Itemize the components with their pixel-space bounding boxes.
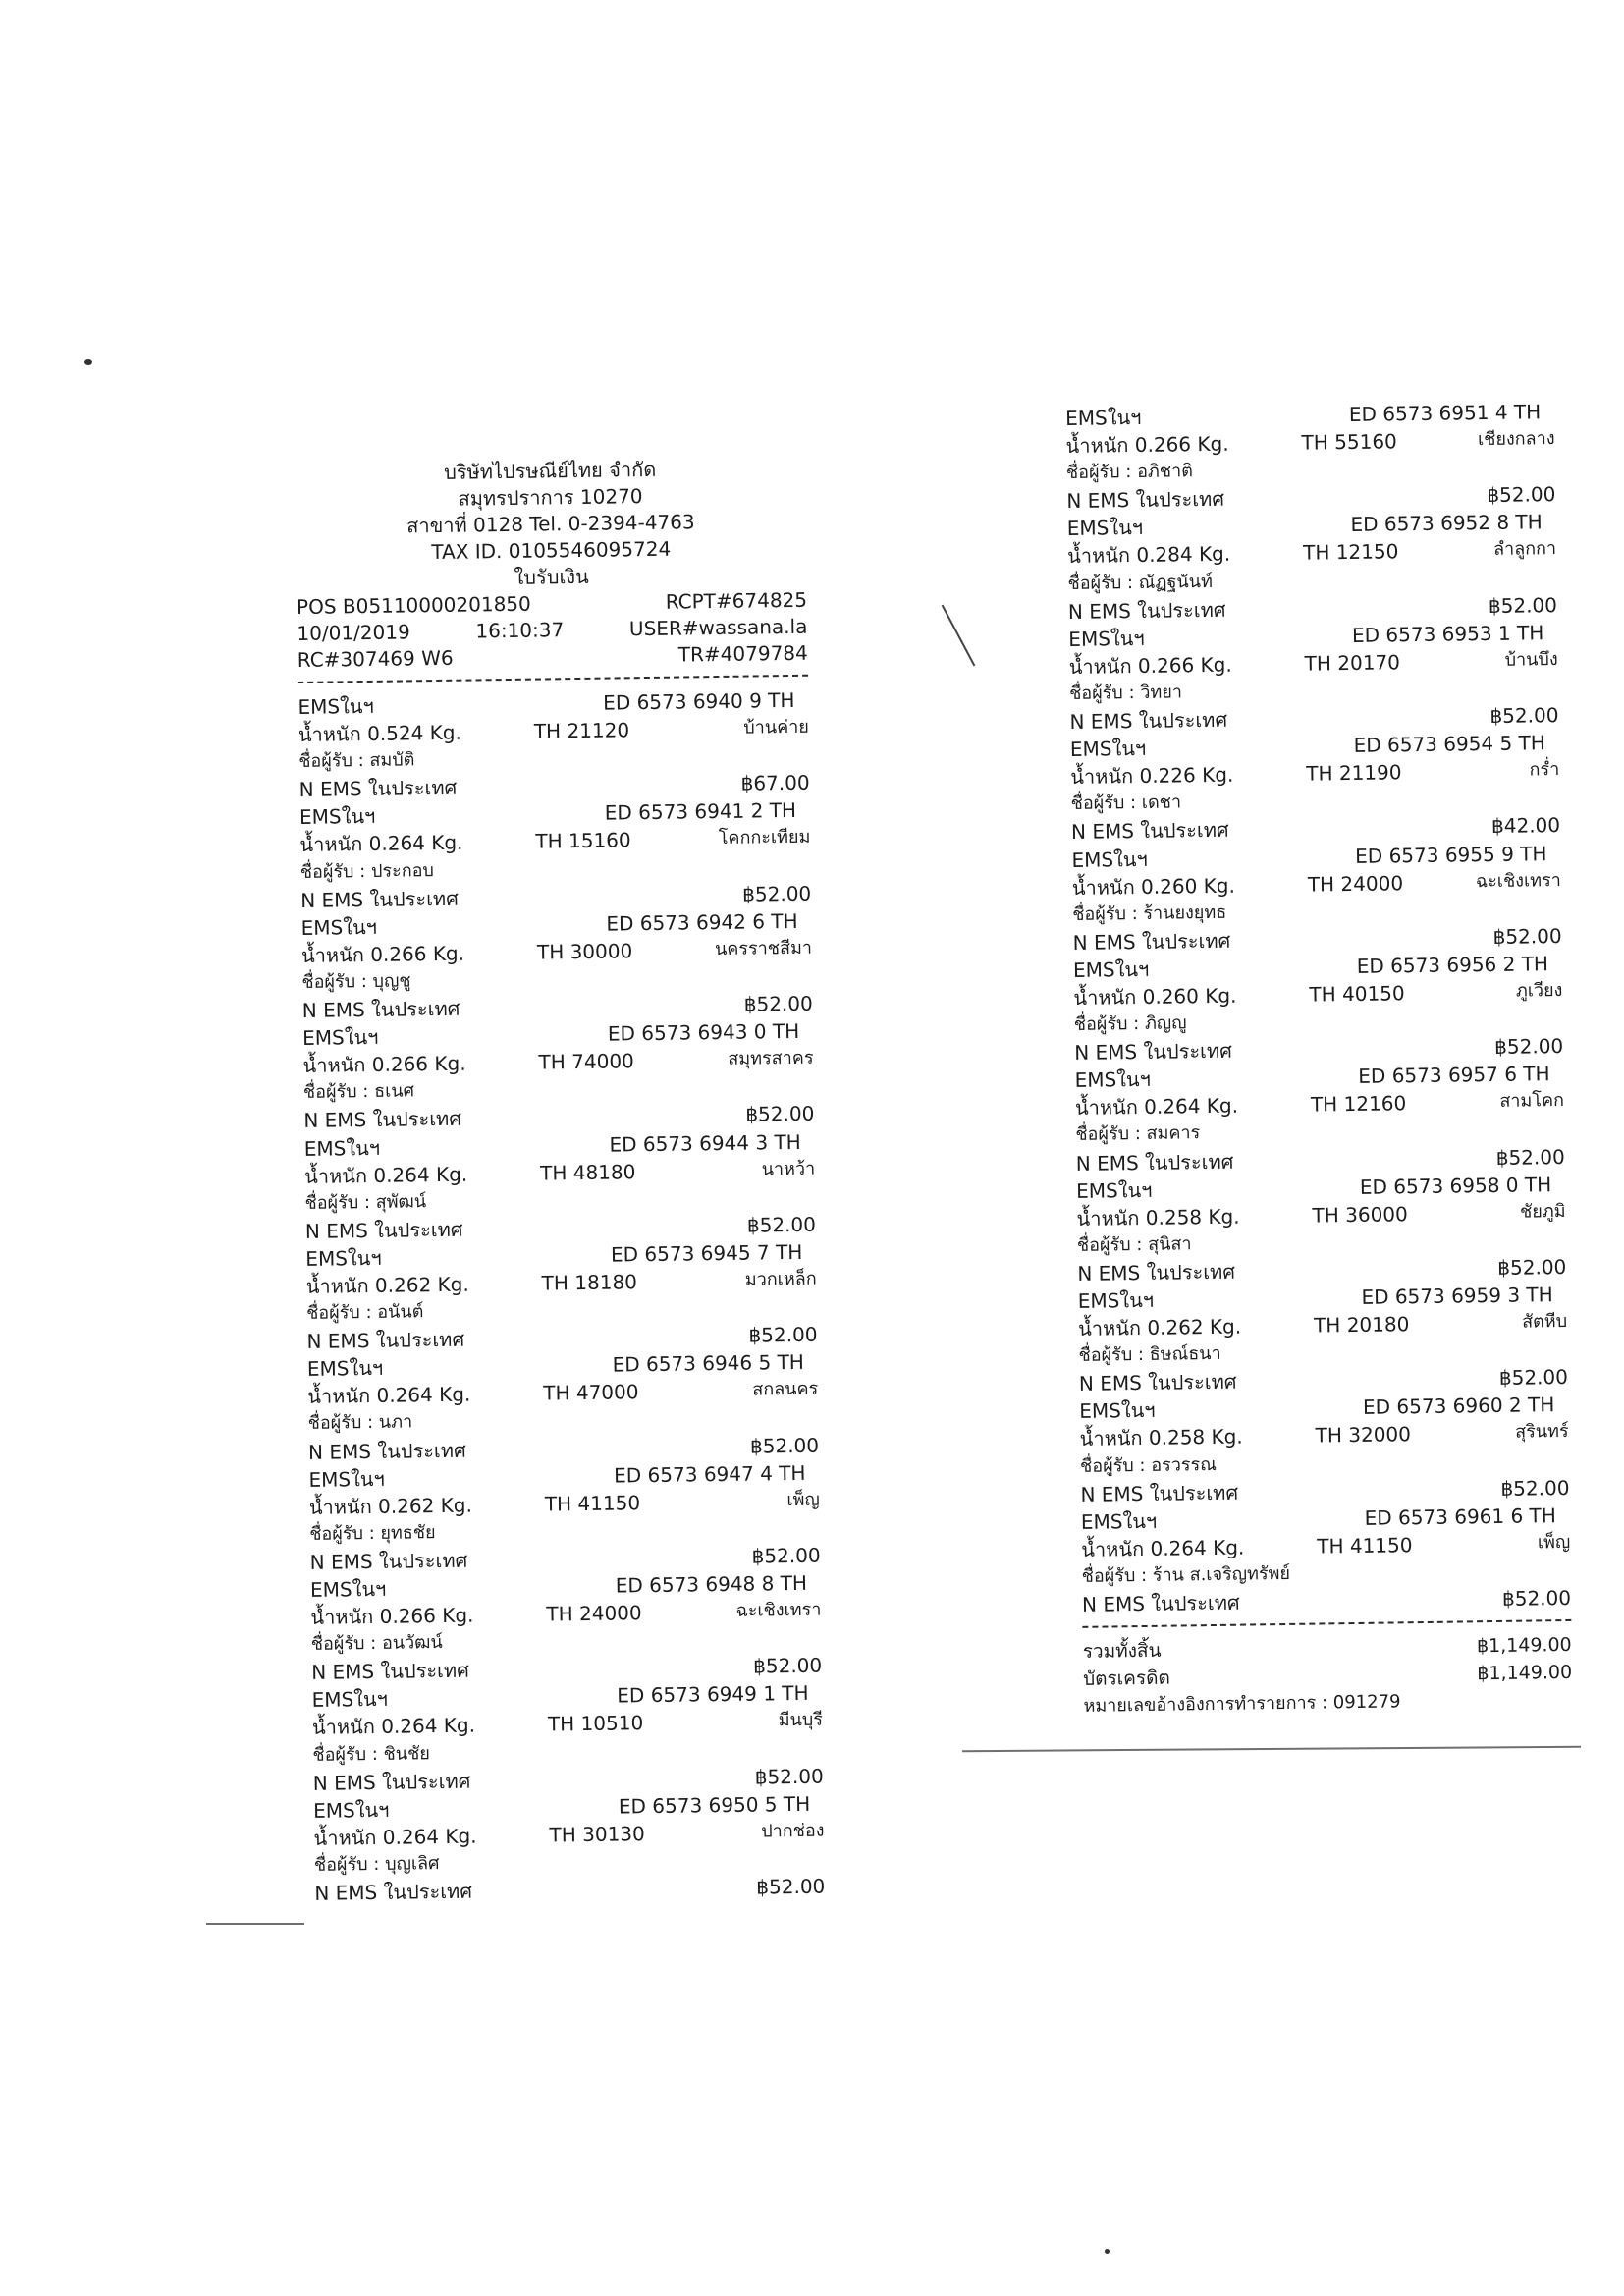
item-price: ฿52.00 — [748, 1322, 818, 1347]
line-item — [311, 1679, 824, 1797]
item-weight: น้ำหนัก 0.524 Kg. — [298, 720, 462, 747]
service-name: EMSในฯ — [313, 1797, 390, 1823]
tracking-number: ED 6573 6954 5 TH — [1353, 731, 1546, 758]
postal-code: TH 20170 — [1304, 650, 1401, 676]
postal-code: TH 21120 — [533, 718, 630, 743]
total-label: รวมทั้งสิ้น — [1082, 1639, 1162, 1664]
postal-code: TH 30130 — [549, 1821, 645, 1847]
recipient-name: ชื่อผู้รับ : วิทยา — [1068, 682, 1183, 704]
item-price: ฿52.00 — [743, 991, 813, 1016]
service-name: EMSในฯ — [305, 1245, 382, 1271]
recipient-name: ชื่อผู้รับ : อนันต์ — [305, 1301, 424, 1324]
service-type: N EMS ในประเทศ — [1069, 707, 1228, 734]
service-type: N EMS ในประเทศ — [1075, 1149, 1234, 1175]
item-weight: น้ำหนัก 0.264 Kg. — [1074, 1093, 1239, 1121]
service-name: EMSในฯ — [1068, 626, 1145, 651]
item-price: ฿52.00 — [1501, 1585, 1572, 1611]
destination-city: เพ็ญ — [786, 1489, 820, 1510]
destination-city: มีนบุรี — [778, 1710, 824, 1731]
destination-city: โคกกะเทียม — [718, 827, 811, 849]
service-name: EMSในฯ — [300, 914, 378, 940]
destination-city: สุรินทร์ — [1515, 1421, 1569, 1444]
item-price: ฿52.00 — [749, 1433, 820, 1458]
receipt-date: 10/01/2019 — [297, 620, 410, 645]
line-item — [1071, 840, 1562, 957]
line-item — [313, 1789, 826, 1907]
item-price: ฿52.00 — [745, 1102, 815, 1127]
tracking-number: ED 6573 6955 9 TH — [1355, 841, 1547, 868]
item-weight: น้ำหนัก 0.260 Kg. — [1073, 983, 1237, 1010]
item-price: ฿52.00 — [742, 881, 812, 906]
tracking-number: ED 6573 6948 8 TH — [615, 1570, 808, 1598]
postal-code: TH 36000 — [1312, 1201, 1408, 1228]
line-item — [302, 1017, 815, 1135]
item-weight: น้ำหนัก 0.264 Kg. — [313, 1824, 477, 1850]
item-price: ฿52.00 — [751, 1543, 821, 1568]
service-name: EMSในฯ — [302, 1024, 379, 1051]
line-item — [304, 1127, 817, 1245]
service-type: N EMS ในประเทศ — [1066, 487, 1225, 514]
tracking-number: ED 6573 6944 3 TH — [609, 1129, 801, 1157]
receipt-edge-left — [206, 1923, 304, 1925]
tracking-number: ED 6573 6956 2 TH — [1356, 952, 1549, 978]
item-weight: น้ำหนัก 0.262 Kg. — [305, 1272, 469, 1298]
recipient-name: ชื่อผู้รับ : บุญเลิศ — [313, 1853, 440, 1876]
item-price-row — [1082, 1584, 1571, 1618]
reference-number: หมายเลขอ้างอิงการทำรายการ : 091279 — [1083, 1691, 1401, 1717]
item-price: ฿52.00 — [1498, 1365, 1569, 1391]
postal-code: TH 18180 — [541, 1270, 638, 1295]
line-item — [300, 906, 813, 1024]
line-item — [298, 686, 810, 804]
item-price: ฿52.00 — [753, 1653, 823, 1678]
item-weight: น้ำหนัก 0.260 Kg. — [1071, 873, 1236, 900]
service-type: N EMS ในประเทศ — [306, 1327, 465, 1354]
transaction-number: TR#4079784 — [677, 640, 808, 667]
service-name: EMSในฯ — [303, 1135, 381, 1161]
tax-id: TAX ID. 0105546095724 — [431, 536, 672, 565]
item-price: ฿52.00 — [1494, 1034, 1564, 1060]
item-weight: น้ำหนัก 0.266 Kg. — [1065, 431, 1229, 459]
destination-city: ลำลูกกา — [1492, 538, 1557, 561]
destination-city: เชียงกลาง — [1477, 428, 1555, 451]
postal-code: TH 21190 — [1306, 760, 1402, 786]
cashier-user: USER#wassana.la — [628, 614, 808, 641]
scan-speck — [1105, 2249, 1110, 2254]
line-item — [1076, 1171, 1567, 1287]
item-weight: น้ำหนัก 0.258 Kg. — [1079, 1425, 1243, 1451]
postal-code: TH 55160 — [1301, 429, 1397, 455]
tracking-number: ED 6573 6952 8 TH — [1350, 510, 1543, 537]
item-weight: น้ำหนัก 0.262 Kg. — [308, 1493, 473, 1519]
company-name: บริษัทไปรษณีย์ไทย จำกัด — [443, 457, 657, 484]
tracking-number: ED 6573 6947 4 TH — [614, 1460, 806, 1488]
recipient-name: ชื่อผู้รับ : ธิษณ์ธนา — [1078, 1343, 1221, 1367]
recipient-name: ชื่อผู้รับ : ยุทธชัย — [309, 1521, 436, 1545]
postal-code: TH 15160 — [535, 828, 631, 854]
recipient-name: ชื่อผู้รับ : ประกอบ — [299, 859, 435, 883]
destination-city: ฉะเชิงเทรา — [1475, 869, 1561, 892]
right-receipt — [1065, 398, 1573, 1721]
service-name: EMSในฯ — [1071, 847, 1148, 872]
service-name: EMSในฯ — [309, 1576, 387, 1602]
postal-code: TH 12150 — [1302, 539, 1399, 566]
branch-phone: สาขาที่ 0128 Tel. 0-2394-4763 — [406, 510, 695, 538]
recipient-name: ชื่อผู้รับ : สมบัติ — [298, 749, 415, 773]
item-price: ฿52.00 — [1487, 482, 1556, 508]
destination-city: ชัยภูมิ — [1519, 1200, 1566, 1223]
service-name: EMSในฯ — [1079, 1398, 1156, 1424]
tracking-number: ED 6573 6961 6 TH — [1364, 1503, 1557, 1530]
service-type: N EMS ในประเทศ — [298, 776, 458, 802]
item-weight: น้ำหนัก 0.264 Kg. — [307, 1382, 471, 1409]
tracking-number: ED 6573 6946 5 TH — [612, 1350, 805, 1377]
pos-number: POS B05110000201850 — [296, 591, 531, 619]
recipient-name: ชื่อผู้รับ : อรวรรณ — [1079, 1453, 1218, 1477]
line-item — [1073, 950, 1564, 1066]
postal-code: TH 12160 — [1310, 1091, 1407, 1117]
postal-code: TH 10510 — [547, 1711, 644, 1736]
item-price: ฿52.00 — [1488, 592, 1558, 618]
recipient-name: ชื่อผู้รับ : สุพัฒน์ — [304, 1190, 427, 1214]
service-name: EMSในฯ — [298, 804, 376, 830]
tracking-number: ED 6573 6953 1 TH — [1351, 620, 1544, 647]
service-name: EMSในฯ — [311, 1687, 389, 1713]
postal-code: TH 47000 — [543, 1380, 639, 1405]
receipt-number: RCPT#674825 — [665, 587, 808, 614]
item-weight: น้ำหนัก 0.264 Kg. — [299, 831, 463, 857]
tracking-number: ED 6573 6940 9 TH — [603, 687, 795, 715]
recipient-name: ชื่อผู้รับ : ณัฏฐนันท์ — [1067, 571, 1214, 594]
service-name: EMSในฯ — [1074, 1067, 1152, 1093]
tracking-number: ED 6573 6950 5 TH — [618, 1791, 811, 1819]
tracking-number: ED 6573 6960 2 TH — [1362, 1393, 1555, 1420]
destination-city: สามโคก — [1499, 1090, 1565, 1113]
total-value: ฿1,149.00 — [1476, 1634, 1572, 1658]
recipient-name: ชื่อผู้รับ : ร้าน ส.เจริญทรัพย์ — [1081, 1562, 1291, 1587]
line-item — [1079, 1391, 1570, 1507]
postal-code: TH 41150 — [1317, 1533, 1413, 1558]
item-price: ฿42.00 — [1490, 813, 1561, 839]
destination-city: มวกเหล็ก — [744, 1268, 817, 1290]
item-price-row — [314, 1873, 825, 1907]
service-type: N EMS ในประเทศ — [1080, 1480, 1239, 1506]
service-name: EMSในฯ — [306, 1356, 384, 1382]
destination-city: สมุทรสาคร — [728, 1047, 814, 1070]
service-type: N EMS ในประเทศ — [1078, 1369, 1237, 1396]
postal-code: TH 32000 — [1315, 1422, 1412, 1449]
service-type: N EMS ในประเทศ — [314, 1879, 473, 1905]
item-weight: น้ำหนัก 0.264 Kg. — [311, 1714, 476, 1740]
postal-code: TH 20180 — [1313, 1312, 1410, 1338]
item-price: ฿67.00 — [740, 770, 810, 795]
recipient-name: ชื่อผู้รับ : ร้านยงยุทธ — [1072, 902, 1227, 925]
destination-city: ฉะเชิงเทรา — [735, 1599, 822, 1621]
service-type: N EMS ในประเทศ — [300, 886, 459, 912]
service-type: N EMS ในประเทศ — [1070, 818, 1229, 845]
service-type: N EMS ในประเทศ — [1067, 597, 1226, 624]
destination-city: นาหว้า — [761, 1158, 816, 1180]
postal-code: TH 24000 — [546, 1601, 642, 1626]
card-label: บัตรเครดิต — [1082, 1667, 1170, 1690]
tracking-number: ED 6573 6951 4 TH — [1348, 400, 1542, 426]
line-item — [1070, 729, 1561, 846]
tracking-number: ED 6573 6959 3 TH — [1361, 1283, 1553, 1309]
item-weight: น้ำหนัก 0.284 Kg. — [1066, 542, 1231, 569]
service-name: EMSในฯ — [308, 1466, 385, 1492]
recipient-name: ชื่อผู้รับ : ชินชัย — [312, 1742, 430, 1766]
item-weight: น้ำหนัก 0.264 Kg. — [1081, 1535, 1245, 1561]
line-item — [1074, 1060, 1565, 1176]
item-weight: น้ำหนัก 0.258 Kg. — [1076, 1204, 1240, 1230]
postal-code: TH 74000 — [538, 1049, 634, 1074]
recipient-name: ชื่อผู้รับ : สุนิสา — [1076, 1233, 1192, 1256]
recipient-name: ชื่อผู้รับ : ภิญญู — [1073, 1012, 1187, 1035]
destination-city: บ้านค่าย — [743, 716, 809, 738]
tracking-number: ED 6573 6958 0 TH — [1359, 1172, 1552, 1199]
service-name: EMSในฯ — [1066, 516, 1144, 541]
left-receipt — [295, 455, 826, 1907]
recipient-name: ชื่อผู้รับ : เดชา — [1070, 792, 1182, 815]
tracking-number: ED 6573 6941 2 TH — [604, 798, 797, 825]
service-type: N EMS ในประเทศ — [309, 1548, 468, 1574]
recipient-name: ชื่อผู้รับ : บุญชู — [301, 970, 411, 993]
line-item — [305, 1238, 818, 1356]
recipient-name: ชื่อผู้รับ : อนวัฒน์ — [310, 1632, 443, 1656]
service-type: N EMS ในประเทศ — [1081, 1590, 1240, 1616]
postal-code: TH 48180 — [539, 1159, 636, 1185]
right-item-list — [1065, 398, 1571, 1618]
receipt-edge-right — [962, 1746, 1581, 1752]
line-item — [307, 1348, 820, 1466]
line-item — [310, 1569, 823, 1687]
destination-city: กร่ำ — [1529, 759, 1560, 781]
postal-code: TH 24000 — [1307, 870, 1404, 897]
service-type: N EMS ในประเทศ — [312, 1769, 471, 1795]
item-weight: น้ำหนัก 0.266 Kg. — [310, 1603, 474, 1629]
service-name: EMSในฯ — [298, 693, 374, 719]
item-price: ฿52.00 — [1495, 1144, 1565, 1170]
item-weight: น้ำหนัก 0.266 Kg. — [1068, 652, 1232, 679]
dashed-divider — [1082, 1619, 1571, 1628]
service-type: N EMS ในประเทศ — [304, 1217, 463, 1243]
line-item — [1078, 1281, 1569, 1397]
tracking-number: ED 6573 6943 0 TH — [607, 1019, 800, 1046]
card-value: ฿1,149.00 — [1477, 1662, 1573, 1685]
line-item — [299, 796, 812, 914]
item-weight: น้ำหนัก 0.226 Kg. — [1070, 762, 1234, 790]
branch-province: สมุทรปราการ 10270 — [458, 484, 643, 511]
postal-code: TH 40150 — [1309, 981, 1405, 1007]
line-item — [1067, 508, 1558, 625]
service-type: N EMS ในประเทศ — [1077, 1259, 1236, 1285]
recipient-name: ชื่อผู้รับ : นภา — [307, 1411, 413, 1435]
service-type: N EMS ในประเทศ — [301, 996, 460, 1022]
destination-city: บ้านบึง — [1504, 648, 1558, 671]
item-price: ฿52.00 — [756, 1874, 826, 1899]
service-name: EMSในฯ — [1077, 1287, 1155, 1313]
line-item — [308, 1458, 821, 1576]
item-price: ฿52.00 — [1497, 1254, 1567, 1280]
item-price: ฿52.00 — [1492, 923, 1562, 949]
postal-code: TH 30000 — [536, 939, 633, 964]
destination-city: ปากช่อง — [761, 1820, 825, 1842]
item-price: ฿52.00 — [1489, 703, 1559, 729]
service-name: EMSในฯ — [1080, 1508, 1158, 1534]
destination-city: สกลนคร — [752, 1378, 819, 1400]
destination-city: นครราชสีมา — [714, 937, 813, 959]
tracking-number: ED 6573 6942 6 TH — [606, 908, 798, 936]
recipient-name: ชื่อผู้รับ : ธเนศ — [302, 1080, 415, 1104]
item-weight: น้ำหนัก 0.262 Kg. — [1077, 1314, 1242, 1341]
item-weight: น้ำหนัก 0.264 Kg. — [303, 1162, 468, 1188]
scan-scratch — [942, 605, 976, 667]
line-item — [1081, 1502, 1572, 1618]
tracking-number: ED 6573 6949 1 TH — [617, 1681, 809, 1708]
service-name: EMSในฯ — [1065, 405, 1142, 430]
rc-number: RC#307469 W6 — [297, 645, 454, 672]
service-type: N EMS ในประเทศ — [1074, 1038, 1232, 1066]
scan-speck — [84, 359, 92, 365]
service-type: N EMS ในประเทศ — [311, 1658, 469, 1685]
service-name: EMSในฯ — [1076, 1177, 1153, 1203]
tracking-number: ED 6573 6957 6 TH — [1358, 1062, 1550, 1089]
service-type: N EMS ในประเทศ — [303, 1107, 462, 1133]
item-price: ฿52.00 — [1500, 1475, 1570, 1501]
line-item — [1065, 398, 1556, 515]
receipt-time: 16:10:37 — [475, 618, 565, 643]
service-type: N EMS ในประเทศ — [1072, 928, 1231, 955]
service-name: EMSในฯ — [1069, 737, 1147, 762]
destination-city: สัตหีบ — [1521, 1311, 1568, 1333]
dashed-divider — [298, 675, 808, 683]
left-item-list — [298, 686, 825, 1907]
item-weight: น้ำหนัก 0.266 Kg. — [300, 941, 465, 967]
document-type: ใบรับเงิน — [514, 564, 589, 589]
service-name: EMSในฯ — [1072, 957, 1150, 982]
item-price: ฿52.00 — [746, 1212, 817, 1237]
service-type: N EMS ในประเทศ — [307, 1438, 466, 1464]
tracking-number: ED 6573 6945 7 TH — [610, 1239, 803, 1267]
recipient-name: ชื่อผู้รับ : อภิชาติ — [1065, 461, 1193, 484]
recipient-name: ชื่อผู้รับ : สมคาร — [1075, 1122, 1201, 1146]
item-price: ฿52.00 — [754, 1764, 824, 1789]
item-weight: น้ำหนัก 0.266 Kg. — [302, 1051, 466, 1078]
line-item — [1068, 619, 1559, 736]
destination-city: ภูเวียง — [1515, 979, 1563, 1002]
postal-code: TH 41150 — [544, 1490, 641, 1516]
destination-city: เพ็ญ — [1537, 1531, 1571, 1554]
